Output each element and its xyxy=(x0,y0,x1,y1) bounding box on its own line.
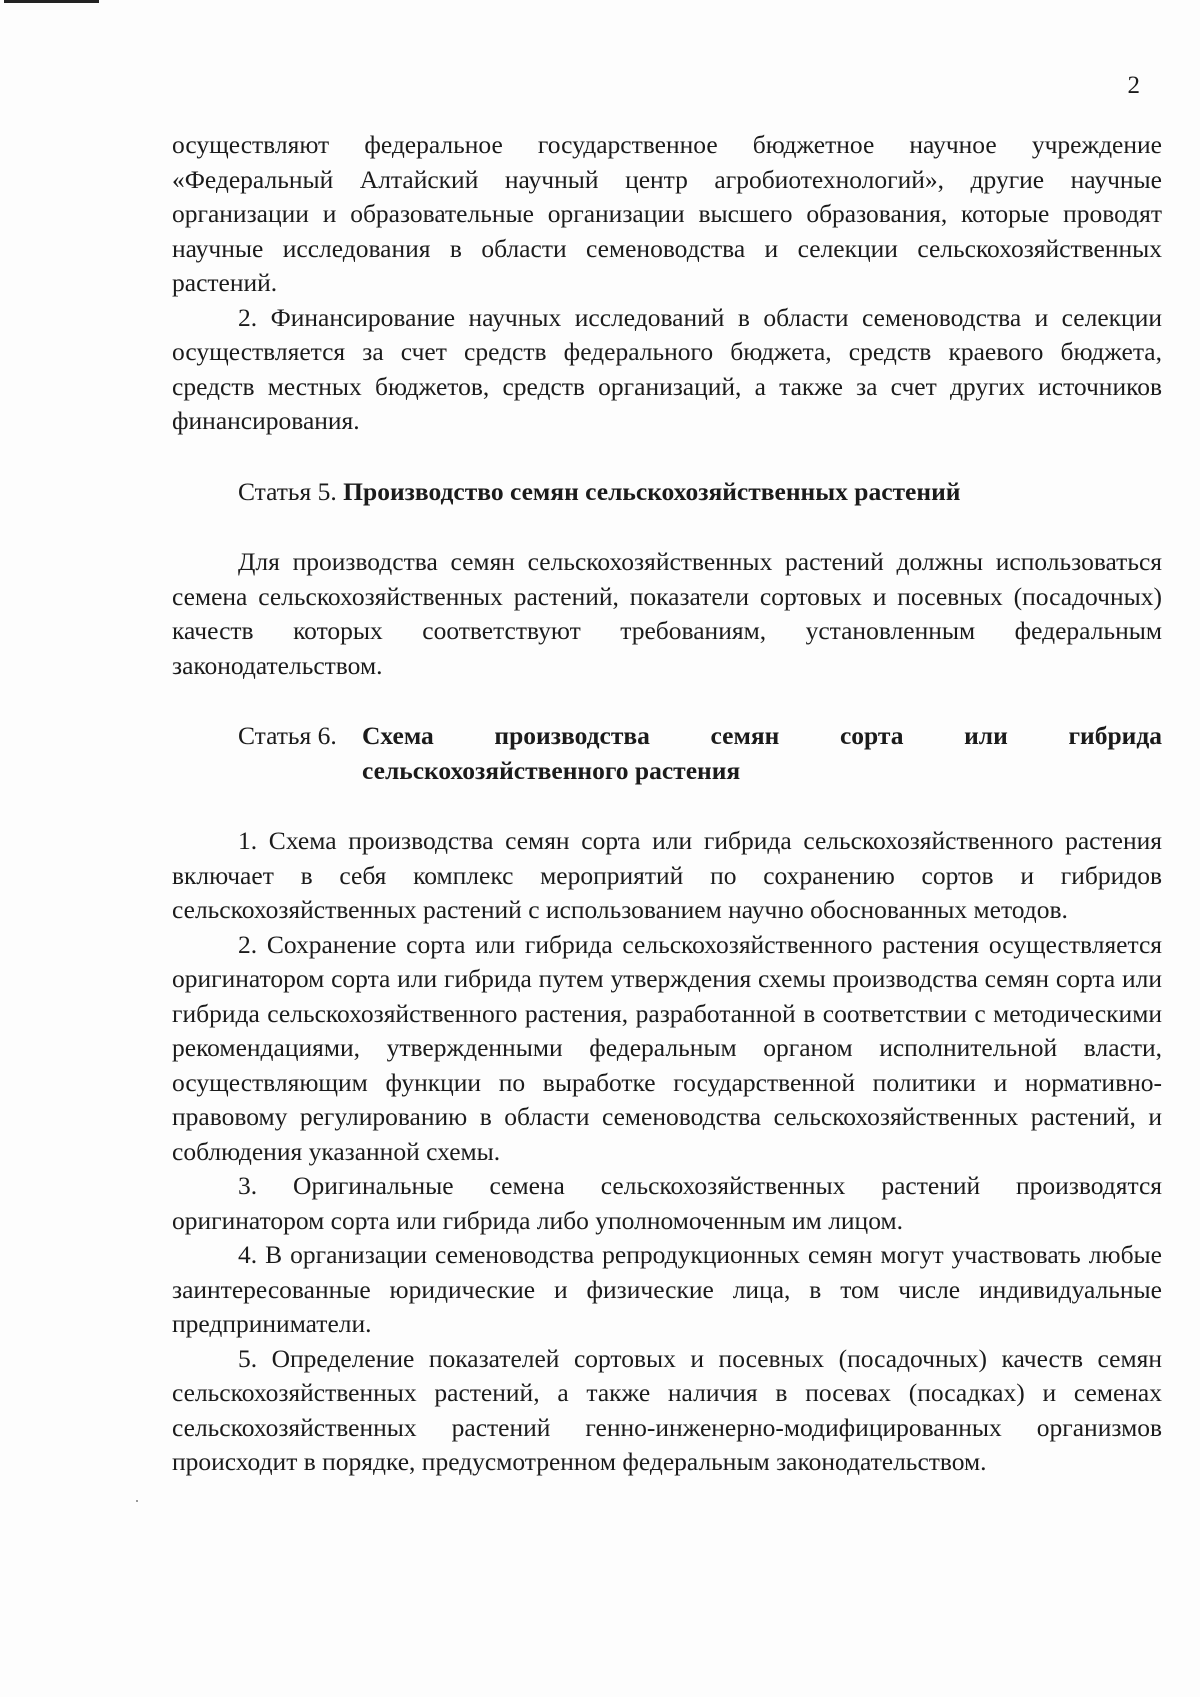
paragraph-funding: 2. Финансирование научных исследований в области семеноводства и селекции осуществляется за счет средств федерального бюджета, средств краевого бюджета, средств местных бюджетов, средств организаций, а также за счет других источников финансирования. xyxy=(172,302,1162,435)
article-6-heading xyxy=(172,719,1162,788)
article-5-heading xyxy=(172,475,1162,510)
paragraph-continuation: осуществляют федеральное государственное бюджетное научное учреждение «Федеральный Алтайский научный центр агробиотехнологий», другие научные организации и образовательные организации высшего образования, которые проводят научные исследования в области семеноводства и селекции сельскохозяйственных растений. xyxy=(172,130,1162,297)
article-5-text: Для производства семян сельскохозяйственных растений должны использоваться семена сельскохозяйственных растений, показатели сортовых и посевных (посадочных) качеств которых соответствуют требованиям, установленным федеральным законодательством. xyxy=(172,547,1162,680)
article-5-title: Производство семян сельскохозяйственных растений xyxy=(343,476,961,506)
document-body xyxy=(172,128,1162,1480)
article-6-item: 3. Оригинальные семена сельскохозяйственных растений производятся оригинатором сорта или гибрида либо уполномоченным им лицом. xyxy=(172,1171,1162,1235)
article-6-label: Статья 6. xyxy=(238,721,337,750)
article-6-item: 2. Сохранение сорта или гибрида сельскохозяйственного растения осуществляется оригинатором сорта или гибрида путем утверждения схемы производства семян сорта или гибрида сельскохозяйственного растения, разработанной в соответствии с методическими рекомендациями, утвержденными федеральным органом исполнительной власти, осуществляющим функции по выработке государственной политики и нормативно-правовому регулированию в области семеноводства сельскохозяйственных растений, и соблюдения указанной схемы. xyxy=(172,929,1162,1166)
article-6-item: 4. В организации семеноводства репродукционных семян могут участвовать любые заинтересованные юридические и физические лица, в том числе индивидуальные предприниматели. xyxy=(172,1240,1162,1338)
article-5-label: Статья 5. xyxy=(238,476,337,506)
scan-speck xyxy=(136,1500,138,1502)
scan-edge-mark xyxy=(4,0,99,3)
article-6-title: Схема производства семян сорта или гибрида сельскохозяйственного растения xyxy=(362,721,1162,785)
page-number: 2 xyxy=(1127,72,1140,99)
article-6-item: 1. Схема производства семян сорта или гибрида сельскохозяйственного растения включает в себя комплекс мероприятий по сохранению сортов и гибридов сельскохозяйственных растений с использованием научно обоснованных методов. xyxy=(172,826,1162,924)
article-6-item: 5. Определение показателей сортовых и посевных (посадочных) качеств семян сельскохозяйственных растений, а также наличия в посевах (посадках) и семенах сельскохозяйственных растений генно-инженерно-модифицированных организмов происходит в порядке, предусмотренном федеральным законодательством. xyxy=(172,1343,1162,1476)
